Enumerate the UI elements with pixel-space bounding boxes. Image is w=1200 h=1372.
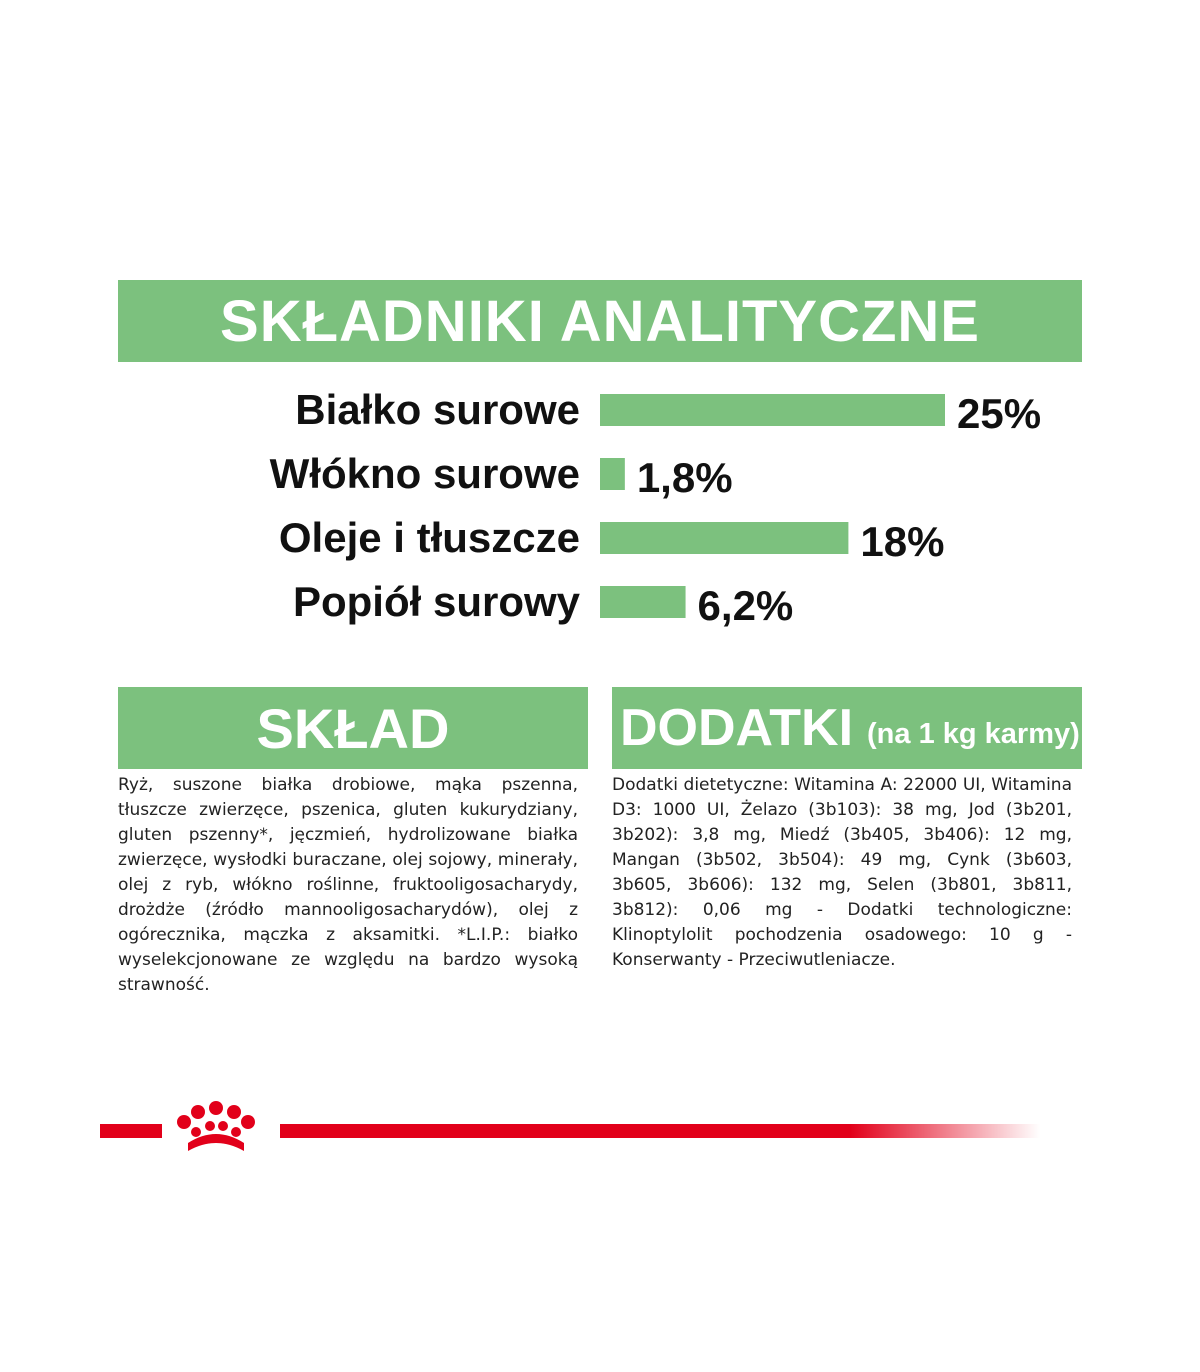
bar-value-label: 1,8% xyxy=(636,454,733,501)
analytic-components-chart xyxy=(0,380,1200,640)
bar-value-label: 18% xyxy=(860,518,945,565)
bar-label: Oleje i tłuszcze xyxy=(278,514,580,561)
additives-title: DODATKI xyxy=(620,699,854,757)
red-line-right xyxy=(280,1124,1040,1138)
bar xyxy=(600,522,848,554)
bar-value-label: 25% xyxy=(957,390,1042,437)
bar xyxy=(600,458,625,490)
additives-subtitle: (na 1 kg karmy) xyxy=(867,717,1080,750)
analytic-components-title: SKŁADNIKI ANALITYCZNE xyxy=(220,288,980,354)
composition-title: SKŁAD xyxy=(256,696,450,760)
bar-label: Włókno surowe xyxy=(269,450,580,497)
bar xyxy=(600,586,686,618)
red-line-left xyxy=(100,1124,162,1138)
analytic-components-header xyxy=(118,280,1082,362)
bar-value-label: 6,2% xyxy=(697,582,794,629)
additives-text: Dodatki dietetyczne: Witamina A: 22000 UI, Witamina D3: 1000 UI, Żelazo (3b103): 38 mg, Jod (3b201, 3b202): 3,8 mg, Miedź (3b405, 3b406): 12 mg, Mangan (3b502, 3b504): 49 mg, Cynk (3b603, 3b605, 3b606): 132 mg, Selen (3b801, 3b811, 3b812): 0,06 mg - Dodatki technologiczne: Klinoptylolit pochodzenia osadowego: 10 g - Konserwanty - Przeciwutleniacze. xyxy=(612,775,1072,970)
bar-label: Białko surowe xyxy=(295,386,580,433)
bar-label: Popiół surowy xyxy=(292,578,580,625)
bar xyxy=(600,394,945,426)
royal-canin-crown-icon xyxy=(177,1101,255,1151)
composition-text: Ryż, suszone białka drobiowe, mąka pszenna, tłuszcze zwierzęce, pszenica, gluten kukurydziany, gluten pszenny*, jęczmień, hydrolizowane białka zwierzęce, wysłodki buraczane, olej sojowy, minerały, olej z ryb, włókno roślinne, fruktooligosacharydy, drożdże (źródło mannooligosacharydów), olej z ogórecznika, mączka z aksamitki. *L.I.P.: białko wyselekcjonowane ze względu na bardzo wysoką strawność. xyxy=(118,775,578,995)
brand-footer-line xyxy=(100,1095,1040,1165)
composition-header xyxy=(118,687,588,769)
additives-header xyxy=(612,687,1082,769)
